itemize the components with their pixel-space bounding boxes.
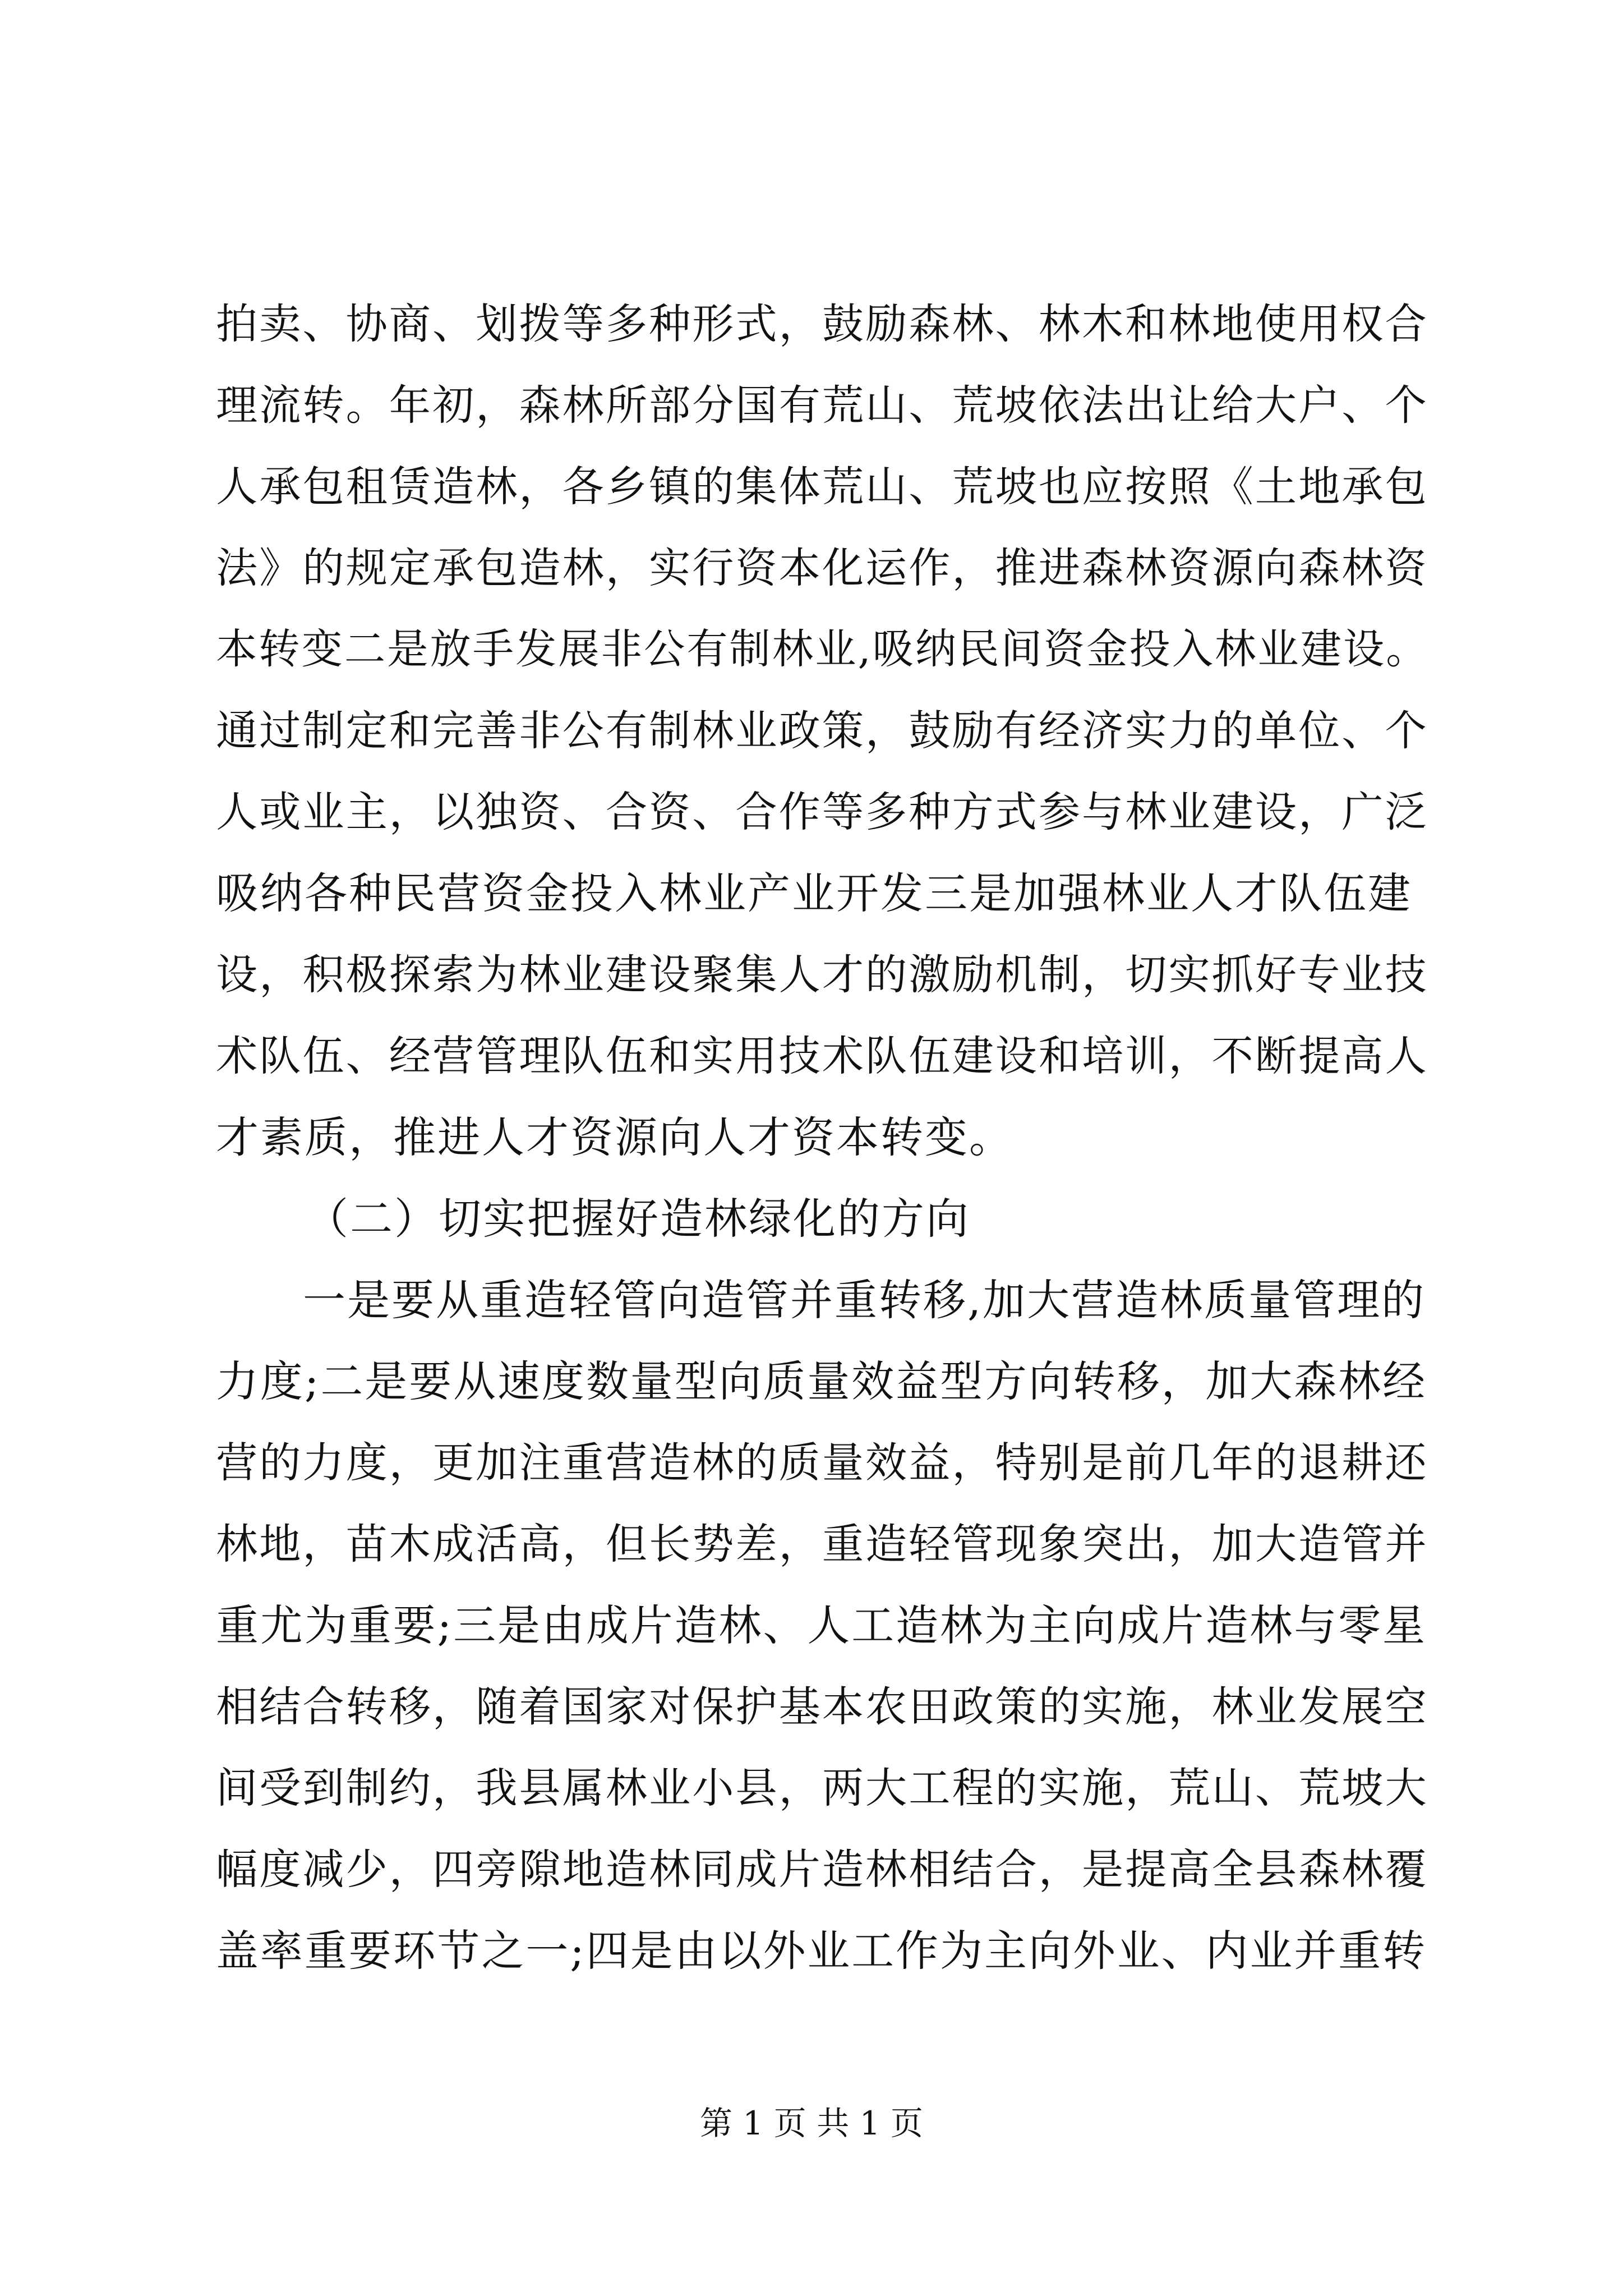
text-line: 法》的规定承包造林，实行资本化运作，推进森林资源向森林资 <box>216 544 1428 592</box>
text-line: 人承包租赁造林，各乡镇的集体荒山、荒坡也应按照《土地承包 <box>216 462 1428 511</box>
text-line: 一是要从重造轻管向造管并重转移,加大营造林质量管理的 <box>303 1275 1426 1325</box>
text-line: 设，积极探索为林业建设聚集人才的激励机制，切实抓好专业技 <box>216 950 1428 999</box>
text-line: 术队伍、经营管理队伍和实用技术队伍建设和培训，不断提高人 <box>216 1032 1428 1080</box>
text-line: 拍卖、协商、划拨等多种形式，鼓励森林、林木和林地使用权合 <box>216 300 1428 348</box>
text-line: 重尤为重要;三是由成片造林、人工造林为主向成片造林与零星 <box>216 1601 1427 1650</box>
text-line: 本转变二是放手发展非公有制林业,吸纳民间资金投入林业建设。 <box>216 625 1429 673</box>
text-line: 力度;二是要从速度数量型向质量效益型方向转移，加大森林经 <box>216 1357 1427 1406</box>
text-line: 盖率重要环节之一;四是由以外业工作为主向外业、内业并重转 <box>216 1926 1427 1976</box>
text-line: 吸纳各种民营资金投入林业产业开发三是加强林业人才队伍建 <box>216 868 1412 918</box>
page-number-footer: 第 1 页 共 1 页 <box>700 2104 923 2142</box>
text-line: 林地，苗木成活高，但长势差，重造轻管现象突出，加大造管并 <box>216 1520 1428 1568</box>
text-line: 营的力度，更加注重营造林的质量效益，特别是前几年的退耕还 <box>216 1438 1428 1487</box>
text-line: 通过制定和完善非公有制林业政策，鼓励有经济实力的单位、个 <box>216 706 1428 755</box>
text-line: 相结合转移，随着国家对保护基本农田政策的实施，林业发展空 <box>216 1682 1428 1731</box>
text-line: 才素质，推进人才资源向人才资本转变。 <box>216 1112 1013 1162</box>
text-line: 幅度减少，四旁隙地造林同成片造林相结合，是提高全县森林覆 <box>216 1845 1428 1894</box>
text-line: 人或业主，以独资、合资、合作等多种方式参与林业建设，广泛 <box>216 788 1428 836</box>
section-heading: （二）切实把握好造林绿化的方向 <box>306 1194 970 1244</box>
text-line: 间受到制约，我县属林业小县，两大工程的实施，荒山、荒坡大 <box>216 1764 1428 1812</box>
text-line: 理流转。年初，森林所部分国有荒山、荒坡依法出让给大户、个 <box>216 381 1428 430</box>
